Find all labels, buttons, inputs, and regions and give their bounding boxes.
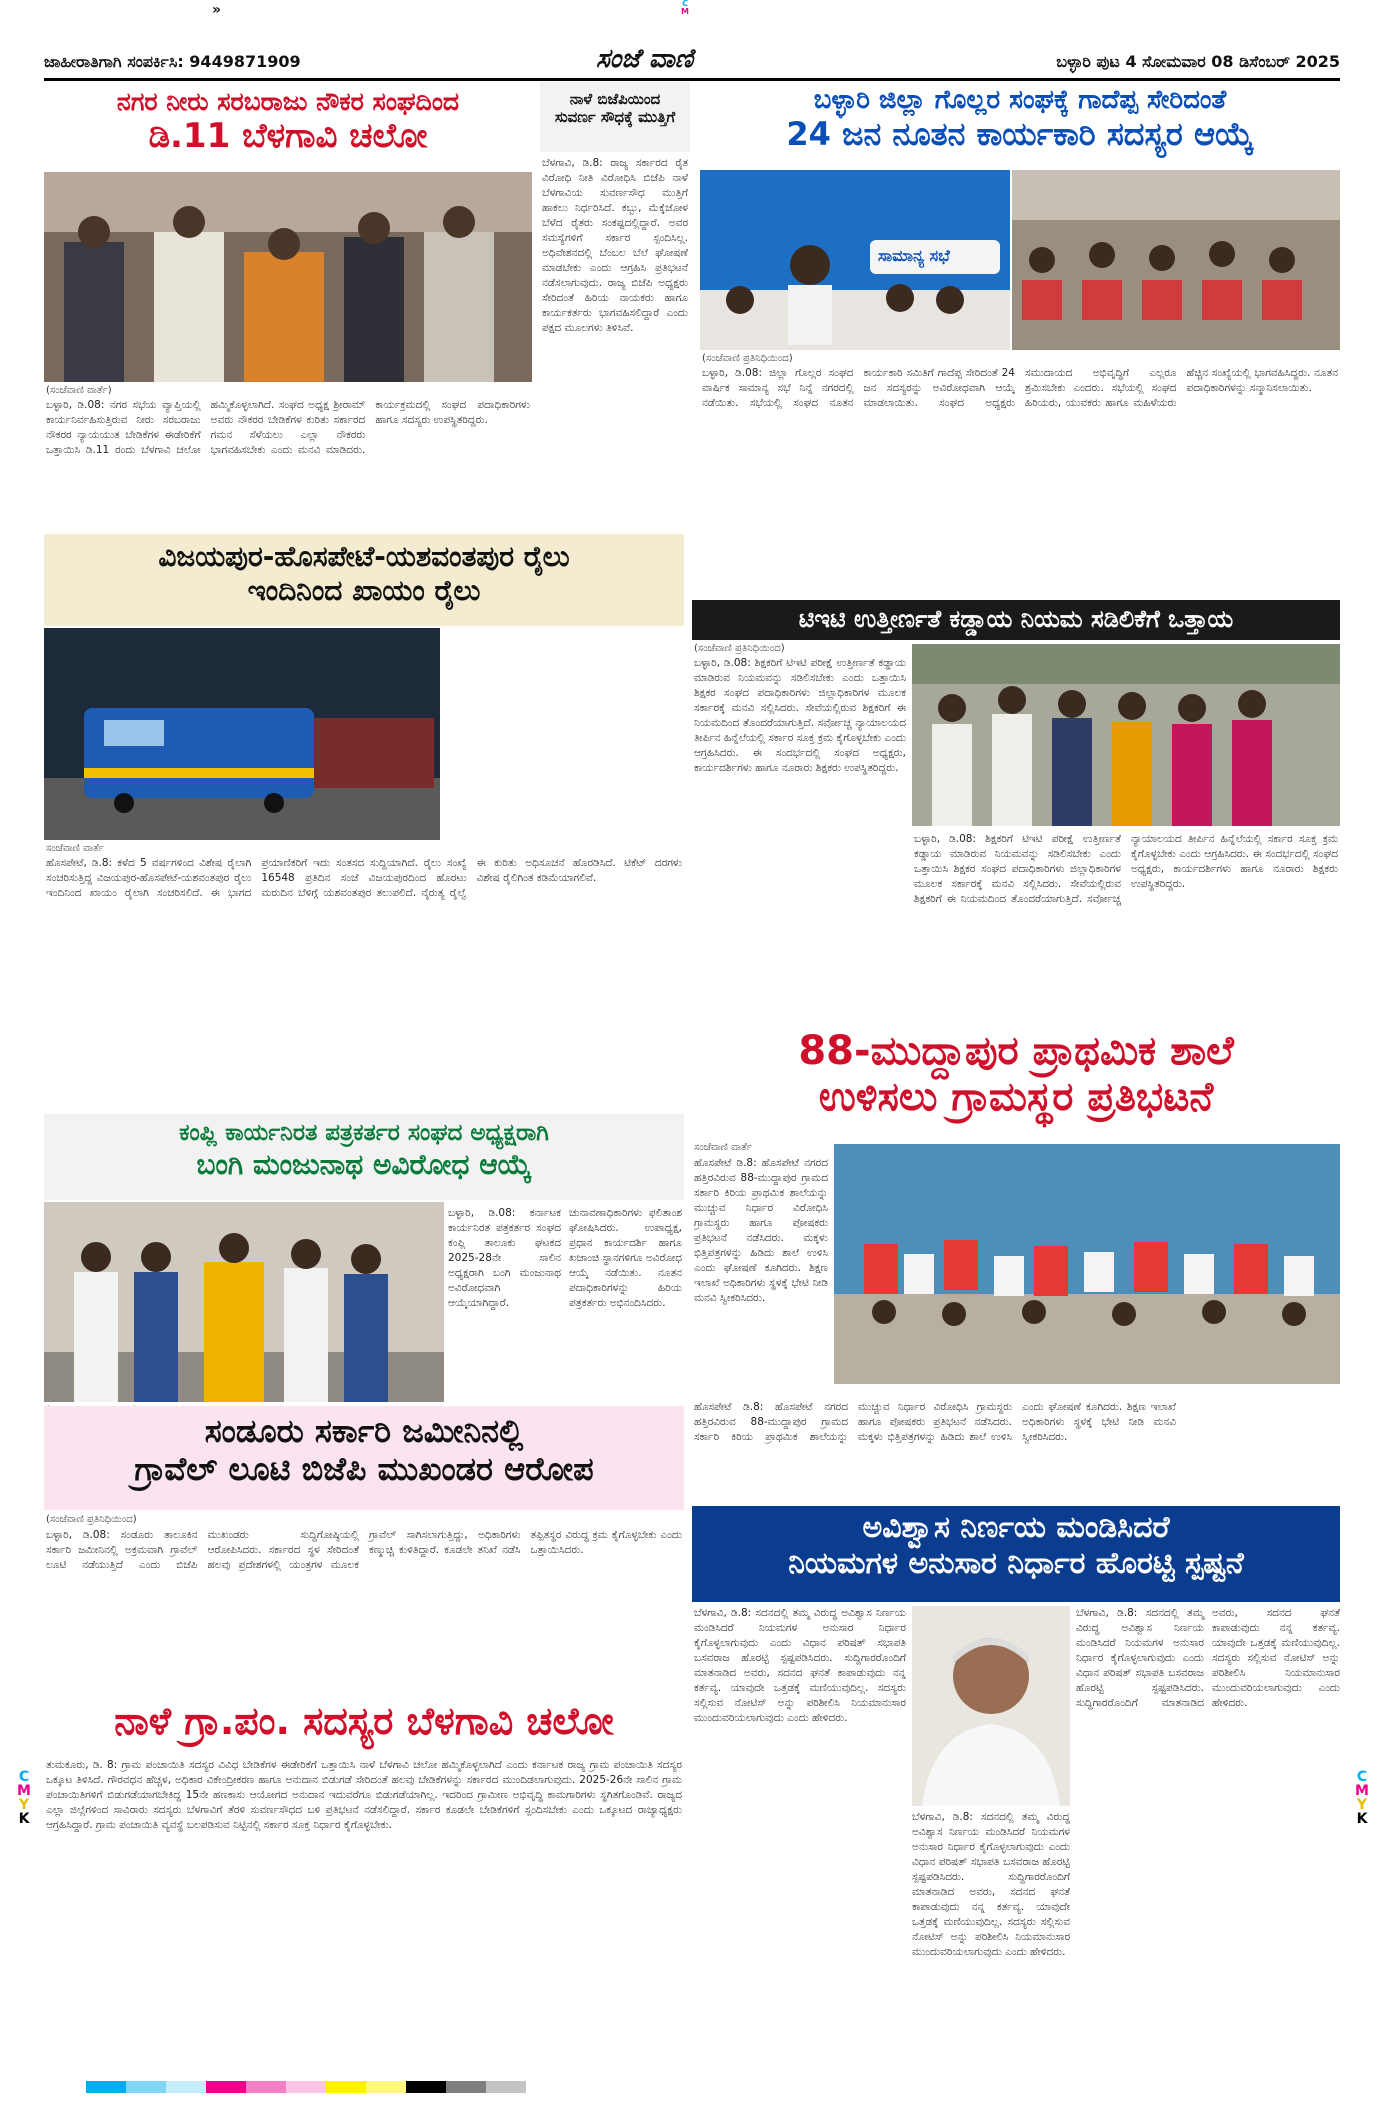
story7-body-bottom: ಹೊಸಪೇಟೆ ಡಿ.8: ಹೊಸಪೇಟೆ ನಗರದ ಹತ್ತಿರವಿರುವ 88-ಮುದ್ದಾಪುರ ಗ್ರಾಮದ ಸರ್ಕಾರಿ ಕಿರಿಯ ಪ್ರಾಥಮಿಕ ಶಾಲೆಯನ್ನು ಮುಚ್ಚುವ ನಿರ್ಧಾರ ವಿರೋಧಿಸಿ ಗ್ರಾಮಸ್ಥರು ಹಾಗೂ ಪೋಷಕರು ಪ್ರತಿಭಟನೆ ನಡೆಸಿದರು. ಮಕ್ಕಳು ಭಿತ್ತಿಪತ್ರಗಳನ್ನು ಹಿಡಿದು ಶಾಲೆ ಉಳಿಸಿ ಎಂದು ಘೋಷಣೆ ಕೂಗಿದರು. ಶಿಕ್ಷಣ ಇಲಾಖೆ ಅಧಿಕಾರಿಗಳು ಸ್ಥಳಕ್ಕೆ ಭೇಟಿ ನೀಡಿ ಮನವಿ ಸ್ವೀಕರಿಸಿದರು. bbox=[694, 1401, 1176, 1443]
story5-photo bbox=[912, 644, 1340, 826]
story3-headline-l2: 24 ಜನ ನೂತನ ಕಾರ್ಯಕಾರಿ ಸದಸ್ಯರ ಆಯ್ಕೆ bbox=[786, 114, 1254, 153]
story4-train-photo bbox=[44, 628, 440, 840]
story2-headline-box bbox=[540, 82, 690, 152]
swatch-y1 bbox=[326, 2081, 366, 2093]
story4-body: ಹೊಸಪೇಟೆ, ಡಿ.8: ಕಳೆದ 5 ವರ್ಷಗಳಿಂದ ವಿಶೇಷ ರೈಲಾಗಿ ಸಂಚರಿಸುತ್ತಿದ್ದ ವಿಜಯಪುರ-ಹೊಸಪೇಟೆ-ಯಶವಂತಪುರ ರೈಲು ಇಂದಿನಿಂದ ಖಾಯಂ ರೈಲಾಗಿ ಸಂಚರಿಸಲಿದೆ. ಈ ಭಾಗದ ಪ್ರಯಾಣಿಕರಿಗೆ ಇದು ಸಂತಸದ ಸುದ್ದಿಯಾಗಿದೆ. ರೈಲು ಸಂಖ್ಯೆ 16548 ಪ್ರತಿದಿನ ಸಂಜೆ ವಿಜಯಪುರದಿಂದ ಹೊರಟು ಮರುದಿನ ಬೆಳಿಗ್ಗೆ ಯಶವಂತಪುರ ತಲುಪಲಿದೆ. ನೈರುತ್ಯ ರೈಲ್ವೆ ಈ ಕುರಿತು ಅಧಿಸೂಚನೆ ಹೊರಡಿಸಿದೆ. ಟಿಕೆಟ್ ದರಗಳು ವಿಶೇಷ ರೈಲಿಗಿಂತ ಕಡಿಮೆಯಾಗಲಿವೆ. bbox=[46, 857, 682, 899]
swatch-y2 bbox=[366, 2081, 406, 2093]
story10-headline: ನಾಳೆ ಗ್ರಾ.ಪಂ. ಸದಸ್ಯರ ಬೆಳಗಾವಿ ಚಲೋ bbox=[114, 1699, 614, 1743]
story9-body-left: ಬೆಳಗಾವಿ, ಡಿ.8: ಸದನದಲ್ಲಿ ತಮ್ಮ ವಿರುದ್ಧ ಅವಿಶ್ವಾಸ ನಿರ್ಣಯ ಮಂಡಿಸಿದರೆ ನಿಯಮಗಳ ಅನುಸಾರ ನಿರ್ಧಾರ ಕೈಗೊಳ್ಳಲಾಗುವುದು ಎಂದು ವಿಧಾನ ಪರಿಷತ್ ಸಭಾಪತಿ ಬಸವರಾಜ ಹೊರಟ್ಟಿ ಸ್ಪಷ್ಟಪಡಿಸಿದರು. ಸುದ್ದಿಗಾರರೊಂದಿಗೆ ಮಾತನಾಡಿದ ಅವರು, ಸದನದ ಘನತೆ ಕಾಪಾಡುವುದು ನನ್ನ ಕರ್ತವ್ಯ. ಯಾವುದೇ ಒತ್ತಡಕ್ಕೆ ಮಣಿಯುವುದಿಲ್ಲ. ಸದಸ್ಯರು ಸಲ್ಲಿಸುವ ನೋಟಿಸ್ ಅನ್ನು ಪರಿಶೀಲಿಸಿ ನಿಯಮಾನುಸಾರ ಮುಂದುವರಿಯಲಾಗುವುದು ಎಂದು ಹೇಳಿದರು. bbox=[694, 1607, 906, 1724]
story7-dateline: ಸಂಜೆವಾಣಿ ವಾರ್ತೆ bbox=[694, 1142, 752, 1153]
story3-dateline: (ಸಂಜೆವಾಣಿ ಪ್ರತಿನಿಧಿಯಿಂದ) bbox=[702, 353, 793, 364]
story7-headline-l2: ಉಳಿಸಲು ಗ್ರಾಮಸ್ಥರ ಪ್ರತಿಭಟನೆ bbox=[818, 1074, 1214, 1120]
story3-banner-text: ಸಾಮಾನ್ಯ ಸಭೆ bbox=[878, 246, 950, 265]
story1-headline-box bbox=[44, 82, 532, 172]
story9-headline-box bbox=[692, 1506, 1340, 1602]
ad-contact: ಜಾಹೀರಾತಿಗಾಗಿ ಸಂಪರ್ಕಿಸಿ: 9449871909 bbox=[44, 52, 301, 71]
cmyk-right-m: M bbox=[1355, 1783, 1369, 1799]
story3-headline-l1: ಬಳ್ಳಾರಿ ಜಿಲ್ಲಾ ಗೊಲ್ಲರ ಸಂಘಕ್ಕೆ ಗಾದೆಪ್ಪ ಸೇರಿದಂತೆ bbox=[813, 85, 1227, 115]
cmyk-left-c: C bbox=[18, 1769, 30, 1785]
story10-headline-box bbox=[44, 1694, 684, 1754]
story4-headline-l2: ಇಂದಿನಿಂದ ಖಾಯಂ ರೈಲು bbox=[247, 573, 481, 607]
story5-dateline: (ಸಂಜೆವಾಣಿ ಪ್ರತಿನಿಧಿಯಿಂದ) bbox=[694, 643, 785, 654]
story1-headline-l1: ನಗರ ನೀರು ಸರಬರಾಜು ನೌಕರ ಸಂಘದಿಂದ bbox=[116, 87, 460, 116]
story9-headline-l2: ನಿಯಮಗಳ ಅನುಸಾರ ನಿರ್ಧಾರ ಹೊರಟ್ಟಿ ಸ್ಪಷ್ಟನೆ bbox=[788, 1546, 1244, 1581]
cmyk-right-c: C bbox=[1356, 1769, 1368, 1785]
cmyk-left-y: Y bbox=[18, 1797, 30, 1813]
cmyk-left-mark bbox=[16, 1770, 32, 1826]
cmyk-left-k: K bbox=[18, 1811, 30, 1827]
story7-photo bbox=[834, 1144, 1340, 1384]
paper-logo: ಸಂಜೆ ವಾಣಿ bbox=[596, 44, 694, 74]
story6-headline-l2: ಬಂಗಿ ಮಂಜುನಾಥ ಅವಿರೋಧ ಆಯ್ಕೆ bbox=[196, 1147, 532, 1181]
story8-headline-l1: ಸಂಡೂರು ಸರ್ಕಾರಿ ಜಮೀನಿನಲ್ಲಿ bbox=[204, 1412, 524, 1450]
story3-body: ಬಳ್ಳಾರಿ, ಡಿ.08: ಜಿಲ್ಲಾ ಗೊಲ್ಲರ ಸಂಘದ ವಾರ್ಷಿಕ ಸಾಮಾನ್ಯ ಸಭೆ ನಿನ್ನೆ ನಗರದಲ್ಲಿ ನಡೆಯಿತು. ಸಭೆಯಲ್ಲಿ ಸಂಘದ ನೂತನ ಕಾರ್ಯಕಾರಿ ಸಮಿತಿಗೆ ಗಾದೆಪ್ಪ ಸೇರಿದಂತೆ 24 ಜನ ಸದಸ್ಯರನ್ನು ಅವಿರೋಧವಾಗಿ ಆಯ್ಕೆ ಮಾಡಲಾಯಿತು. ಸಂಘದ ಅಧ್ಯಕ್ಷರು ಸಮುದಾಯದ ಅಭಿವೃದ್ಧಿಗೆ ಎಲ್ಲರೂ ಶ್ರಮಿಸಬೇಕು ಎಂದರು. ಸಭೆಯಲ್ಲಿ ಸಂಘದ ಹಿರಿಯರು, ಯುವಕರು ಹಾಗೂ ಮಹಿಳೆಯರು ಹೆಚ್ಚಿನ ಸಂಖ್ಯೆಯಲ್ಲಿ ಭಾಗವಹಿಸಿದ್ದರು. ನೂತನ ಪದಾಧಿಕಾರಿಗಳನ್ನು ಸನ್ಮಾನಿಸಲಾಯಿತು. bbox=[702, 367, 1338, 409]
story5-headline-box bbox=[692, 600, 1340, 640]
cmyk-right-k: K bbox=[1356, 1811, 1368, 1827]
swatch-c2 bbox=[126, 2081, 166, 2093]
page-date: ಬಳ್ಳಾರಿ ಪುಟ 4 ಸೋಮವಾರ 08 ಡಿಸೆಂಬರ್ 2025 bbox=[1056, 52, 1340, 71]
story2-headline-l2: ಸುವರ್ಣ ಸೌಧಕ್ಕೆ ಮುತ್ತಿಗೆ bbox=[554, 108, 676, 126]
story7-headline-box bbox=[692, 1022, 1340, 1140]
story3-photo-right bbox=[1012, 170, 1340, 350]
story2-headline-l1: ನಾಳೆ ಬಿಜೆಪಿಯಿಂದ bbox=[569, 90, 661, 108]
swatch-k2 bbox=[446, 2081, 486, 2093]
story8-headline-box bbox=[44, 1406, 684, 1510]
cmyk-right-y: Y bbox=[1356, 1797, 1368, 1813]
story1-dateline: (ಸಂಜೆವಾಣಿ ವಾರ್ತೆ) bbox=[46, 385, 112, 396]
cmyk-right-mark bbox=[1354, 1770, 1370, 1826]
swatch-k1 bbox=[406, 2081, 446, 2093]
story5-body-right: ಬಳ್ಳಾರಿ, ಡಿ.08: ಶಿಕ್ಷಕರಿಗೆ ಟಿಇಟಿ ಪರೀಕ್ಷೆ ಉತ್ತೀರ್ಣತೆ ಕಡ್ಡಾಯ ಮಾಡಿರುವ ನಿಯಮವನ್ನು ಸಡಿಲಿಸಬೇಕು ಎಂದು ಒತ್ತಾಯಿಸಿ ಶಿಕ್ಷಕರ ಸಂಘದ ಪದಾಧಿಕಾರಿಗಳು ಜಿಲ್ಲಾಧಿಕಾರಿಗಳ ಮೂಲಕ ಸರ್ಕಾರಕ್ಕೆ ಮನವಿ ಸಲ್ಲಿಸಿದರು. ಸೇವೆಯಲ್ಲಿರುವ ಶಿಕ್ಷಕರಿಗೆ ಈ ನಿಯಮದಿಂದ ತೊಂದರೆಯಾಗುತ್ತಿದೆ. ಸರ್ವೋಚ್ಚ ನ್ಯಾಯಾಲಯದ ತೀರ್ಪಿನ ಹಿನ್ನೆಲೆಯಲ್ಲಿ ಸರ್ಕಾರ ಸೂಕ್ತ ಕ್ರಮ ಕೈಗೊಳ್ಳಬೇಕು ಎಂದು ಆಗ್ರಹಿಸಿದರು. ಈ ಸಂದರ್ಭದಲ್ಲಿ ಸಂಘದ ಅಧ್ಯಕ್ಷರು, ಕಾರ್ಯದರ್ಶಿಗಳು ಹಾಗೂ ನೂರಾರು ಶಿಕ್ಷಕರು ಉಪಸ್ಥಿತರಿದ್ದರು. bbox=[914, 833, 1338, 905]
story2-body: ಬೆಳಗಾವಿ, ಡಿ.8: ರಾಜ್ಯ ಸರ್ಕಾರದ ರೈತ ವಿರೋಧಿ ನೀತಿ ವಿರೋಧಿಸಿ ಬಿಜೆಪಿ ನಾಳೆ ಬೆಳಗಾವಿಯ ಸುವರ್ಣಸೌಧ ಮುತ್ತಿಗೆ ಹಾಕಲು ನಿರ್ಧರಿಸಿದೆ. ಕಬ್ಬು, ಮೆಕ್ಕೆಜೋಳ ಬೆಳೆದ ರೈತರು ಸಂಕಷ್ಟದಲ್ಲಿದ್ದಾರೆ. ಅವರ ಸಮಸ್ಯೆಗಳಿಗೆ ಸರ್ಕಾರ ಸ್ಪಂದಿಸಿಲ್ಲ. ಅಧಿವೇಶನದಲ್ಲಿ ಬೆಂಬಲ ಬೆಲೆ ಘೋಷಣೆ ಮಾಡಬೇಕು ಎಂದು ಆಗ್ರಹಿಸಿ ಪ್ರತಿಭಟನೆ ನಡೆಸಲಾಗುವುದು. ರಾಜ್ಯ ಬಿಜೆಪಿ ಅಧ್ಯಕ್ಷರು ಸೇರಿದಂತೆ ಹಿರಿಯ ನಾಯಕರು ಹಾಗೂ ಕಾರ್ಯಕರ್ತರು ಭಾಗವಹಿಸಲಿದ್ದಾರೆ ಎಂದು ಪಕ್ಷದ ಮೂಲಗಳು ತಿಳಿಸಿವೆ. bbox=[542, 157, 688, 334]
story5-headline: ಟಿಇಟಿ ಉತ್ತೀರ್ಣತೆ ಕಡ್ಡಾಯ ನಿಯಮ ಸಡಿಲಿಕೆಗೆ ಒತ್ತಾಯ bbox=[798, 605, 1234, 633]
story9-headline-l1: ಅವಿಶ್ವಾಸ ನಿರ್ಣಯ ಮಂಡಿಸಿದರೆ bbox=[862, 1510, 1170, 1545]
top-arrow: » bbox=[212, 2, 222, 18]
story6-headline-l1: ಕಂಪ್ಲಿ ಕಾರ್ಯನಿರತ ಪತ್ರಕರ್ತರ ಸಂಘದ ಅಧ್ಯಕ್ಷರಾಗಿ bbox=[179, 1120, 549, 1146]
swatch-m2 bbox=[246, 2081, 286, 2093]
story3-photo-left bbox=[700, 170, 1010, 350]
story8-dateline: (ಸಂಜೆವಾಣಿ ಪ್ರತಿನಿಧಿಯಿಂದ) bbox=[46, 1514, 137, 1525]
story3-headline-box bbox=[700, 82, 1340, 168]
story7-body-left: ಹೊಸಪೇಟೆ ಡಿ.8: ಹೊಸಪೇಟೆ ನಗರದ ಹತ್ತಿರವಿರುವ 88-ಮುದ್ದಾಪುರ ಗ್ರಾಮದ ಸರ್ಕಾರಿ ಕಿರಿಯ ಪ್ರಾಥಮಿಕ ಶಾಲೆಯನ್ನು ಮುಚ್ಚುವ ನಿರ್ಧಾರ ವಿರೋಧಿಸಿ ಗ್ರಾಮಸ್ಥರು ಹಾಗೂ ಪೋಷಕರು ಪ್ರತಿಭಟನೆ ನಡೆಸಿದರು. ಮಕ್ಕಳು ಭಿತ್ತಿಪತ್ರಗಳನ್ನು ಹಿಡಿದು ಶಾಲೆ ಉಳಿಸಿ ಎಂದು ಘೋಷಣೆ ಕೂಗಿದರು. ಶಿಕ್ಷಣ ಇಲಾಖೆ ಅಧಿಕಾರಿಗಳು ಸ್ಥಳಕ್ಕೆ ಭೇಟಿ ನೀಡಿ ಮನವಿ ಸ್ವೀಕರಿಸಿದರು. bbox=[694, 1157, 828, 1304]
story4-headline-box bbox=[44, 534, 684, 626]
story8-headline-l2: ಗ್ರಾವೆಲ್ ಲೂಟಿ ಬಿಜೆಪಿ ಮುಖಂಡರ ಆರೋಪ bbox=[134, 1450, 594, 1489]
cmyk-top-mark bbox=[678, 0, 692, 16]
swatch-k3 bbox=[486, 2081, 526, 2093]
story4-headline-l1: ವಿಜಯಪುರ-ಹೊಸಪೇಟೆ-ಯಶವಂತಪುರ ರೈಲು bbox=[158, 540, 570, 573]
swatch-c3 bbox=[166, 2081, 206, 2093]
story9-portrait bbox=[912, 1606, 1070, 1806]
story6-body: ಬಳ್ಳಾರಿ, ಡಿ.08: ಕರ್ನಾಟಕ ಕಾರ್ಯನಿರತ ಪತ್ರಕರ್ತರ ಸಂಘದ ಕಂಪ್ಲಿ ತಾಲೂಕು ಘಟಕದ 2025-28ನೇ ಸಾಲಿನ ಅಧ್ಯಕ್ಷರಾಗಿ ಬಂಗಿ ಮಂಜುನಾಥ ಅವಿರೋಧವಾಗಿ ಆಯ್ಕೆಯಾಗಿದ್ದಾರೆ. ಚುನಾವಣಾಧಿಕಾರಿಗಳು ಫಲಿತಾಂಶ ಘೋಷಿಸಿದರು. ಉಪಾಧ್ಯಕ್ಷ, ಪ್ರಧಾನ ಕಾರ್ಯದರ್ಶಿ ಹಾಗೂ ಖಜಾಂಚಿ ಸ್ಥಾನಗಳಿಗೂ ಅವಿರೋಧ ಆಯ್ಕೆ ನಡೆಯಿತು. ನೂತನ ಪದಾಧಿಕಾರಿಗಳನ್ನು ಹಿರಿಯ ಪತ್ರಕರ್ತರು ಅಭಿನಂದಿಸಿದರು. bbox=[448, 1207, 682, 1309]
story4-dateline: ಸಂಜೆವಾಣಿ ವಾರ್ತೆ bbox=[46, 843, 104, 854]
cmyk-m: M bbox=[681, 7, 689, 16]
story6-photo bbox=[44, 1202, 444, 1402]
story10-body: ತುಮಕೂರು, ಡಿ. 8: ಗ್ರಾಮ ಪಂಚಾಯಿತಿ ಸದಸ್ಯರ ವಿವಿಧ ಬೇಡಿಕೆಗಳ ಈಡೇರಿಕೆಗೆ ಒತ್ತಾಯಿಸಿ ನಾಳೆ ಬೆಳಗಾವಿ ಚಲೋ ಹಮ್ಮಿಕೊಳ್ಳಲಾಗಿದೆ ಎಂದು ಕರ್ನಾಟಕ ರಾಜ್ಯ ಗ್ರಾಮ ಪಂಚಾಯಿತಿ ಸದಸ್ಯರ ಒಕ್ಕೂಟ ತಿಳಿಸಿದೆ. ಗೌರವಧನ ಹೆಚ್ಚಳ, ಅಧಿಕಾರ ವಿಕೇಂದ್ರೀಕರಣ ಹಾಗೂ ಅನುದಾನ ಬಿಡುಗಡೆ ಸೇರಿದಂತೆ ಹಲವು ಬೇಡಿಕೆಗಳನ್ನು ಸರ್ಕಾರದ ಮುಂದಿಡಲಾಗುವುದು. 2025-26ನೇ ಸಾಲಿನ ಗ್ರಾಮ ಪಂಚಾಯಿತಿಗಳಿಗೆ ಬಿಡುಗಡೆಯಾಗಬೇಕಿದ್ದ 15ನೇ ಹಣಕಾಸು ಆಯೋಗದ ಅನುದಾನ ಇದುವರೆಗೂ ಬಿಡುಗಡೆಯಾಗಿಲ್ಲ. ಇದರಿಂದ ಗ್ರಾಮೀಣ ಅಭಿವೃದ್ಧಿ ಕಾಮಗಾರಿಗಳು ಸ್ಥಗಿತಗೊಂಡಿವೆ. ರಾಜ್ಯದ ಎಲ್ಲಾ ಜಿಲ್ಲೆಗಳಿಂದ ಸಾವಿರಾರು ಸದಸ್ಯರು ಬೆಳಗಾವಿಗೆ ತೆರಳಿ ಸುವರ್ಣಸೌಧದ ಬಳಿ ಪ್ರತಿಭಟನೆ ನಡೆಸಲಿದ್ದಾರೆ. ಸರ್ಕಾರ ಕೂಡಲೇ ಬೇಡಿಕೆಗಳಿಗೆ ಸ್ಪಂದಿಸಬೇಕು ಎಂದು ಒಕ್ಕೂಟದ ರಾಜ್ಯಾಧ್ಯಕ್ಷರು ಆಗ್ರಹಿಸಿದ್ದಾರೆ. ಗ್ರಾಮ ಪಂಚಾಯಿತಿ ವ್ಯವಸ್ಥೆ ಬಲಪಡಿಸುವ ನಿಟ್ಟಿನಲ್ಲಿ ಸರ್ಕಾರ ಸೂಕ್ತ ನಿರ್ಧಾರ ಕೈಗೊಳ್ಳಬೇಕು. bbox=[46, 1759, 682, 1831]
story5-body-left: ಬಳ್ಳಾರಿ, ಡಿ.08: ಶಿಕ್ಷಕರಿಗೆ ಟಿಇಟಿ ಪರೀಕ್ಷೆ ಉತ್ತೀರ್ಣತೆ ಕಡ್ಡಾಯ ಮಾಡಿರುವ ನಿಯಮವನ್ನು ಸಡಿಲಿಸಬೇಕು ಎಂದು ಒತ್ತಾಯಿಸಿ ಶಿಕ್ಷಕರ ಸಂಘದ ಪದಾಧಿಕಾರಿಗಳು ಜಿಲ್ಲಾಧಿಕಾರಿಗಳ ಮೂಲಕ ಸರ್ಕಾರಕ್ಕೆ ಮನವಿ ಸಲ್ಲಿಸಿದರು. ಸೇವೆಯಲ್ಲಿರುವ ಶಿಕ್ಷಕರಿಗೆ ಈ ನಿಯಮದಿಂದ ತೊಂದರೆಯಾಗುತ್ತಿದೆ. ಸರ್ವೋಚ್ಚ ನ್ಯಾಯಾಲಯದ ತೀರ್ಪಿನ ಹಿನ್ನೆಲೆಯಲ್ಲಿ ಸರ್ಕಾರ ಸೂಕ್ತ ಕ್ರಮ ಕೈಗೊಳ್ಳಬೇಕು ಎಂದು ಆಗ್ರಹಿಸಿದರು. ಈ ಸಂದರ್ಭದಲ್ಲಿ ಸಂಘದ ಅಧ್ಯಕ್ಷರು, ಕಾರ್ಯದರ್ಶಿಗಳು ಹಾಗೂ ನೂರಾರು ಶಿಕ್ಷಕರು ಉಪಸ್ಥಿತರಿದ್ದರು. bbox=[694, 657, 906, 774]
story6-headline-box bbox=[44, 1114, 684, 1200]
story1-photo bbox=[44, 172, 532, 382]
story1-headline-l2: ಡಿ.11 ಬೆಳಗಾವಿ ಚಲೋ bbox=[148, 115, 428, 156]
story9-body-middle: ಬೆಳಗಾವಿ, ಡಿ.8: ಸದನದಲ್ಲಿ ತಮ್ಮ ವಿರುದ್ಧ ಅವಿಶ್ವಾಸ ನಿರ್ಣಯ ಮಂಡಿಸಿದರೆ ನಿಯಮಗಳ ಅನುಸಾರ ನಿರ್ಧಾರ ಕೈಗೊಳ್ಳಲಾಗುವುದು ಎಂದು ವಿಧಾನ ಪರಿಷತ್ ಸಭಾಪತಿ ಬಸವರಾಜ ಹೊರಟ್ಟಿ ಸ್ಪಷ್ಟಪಡಿಸಿದರು. ಸುದ್ದಿಗಾರರೊಂದಿಗೆ ಮಾತನಾಡಿದ ಅವರು, ಸದನದ ಘನತೆ ಕಾಪಾಡುವುದು ನನ್ನ ಕರ್ತವ್ಯ. ಯಾವುದೇ ಒತ್ತಡಕ್ಕೆ ಮಣಿಯುವುದಿಲ್ಲ. ಸದಸ್ಯರು ಸಲ್ಲಿಸುವ ನೋಟಿಸ್ ಅನ್ನು ಪರಿಶೀಲಿಸಿ ನಿಯಮಾನುಸಾರ ಮುಂದುವರಿಯಲಾಗುವುದು ಎಂದು ಹೇಳಿದರು. bbox=[912, 1811, 1070, 1958]
color-bars bbox=[86, 2078, 646, 2090]
story1-body: ಬಳ್ಳಾರಿ, ಡಿ.08: ನಗರ ಸಭೆಯ ವ್ಯಾಪ್ತಿಯಲ್ಲಿ ಕಾರ್ಯನಿರ್ವಹಿಸುತ್ತಿರುವ ನೀರು ಸರಬರಾಜು ನೌಕರರ ನ್ಯಾಯಯುತ ಬೇಡಿಕೆಗಳ ಈಡೇರಿಕೆಗೆ ಒತ್ತಾಯಿಸಿ ಡಿ.11 ರಂದು ಬೆಳಗಾವಿ ಚಲೋ ಹಮ್ಮಿಕೊಳ್ಳಲಾಗಿದೆ. ಸಂಘದ ಅಧ್ಯಕ್ಷ ಶ್ರೀರಾಮ್ ಅವರು ನೌಕರರ ಬೇಡಿಕೆಗಳ ಕುರಿತು ಸರ್ಕಾರದ ಗಮನ ಸೆಳೆಯಲು ಎಲ್ಲಾ ನೌಕರರು ಭಾಗವಹಿಸಬೇಕು ಎಂದು ಮನವಿ ಮಾಡಿದರು. ಕಾರ್ಯಕ್ರಮದಲ್ಲಿ ಸಂಘದ ಪದಾಧಿಕಾರಿಗಳು ಹಾಗೂ ಸದಸ್ಯರು ಉಪಸ್ಥಿತರಿದ್ದರು. bbox=[46, 399, 530, 456]
story7-headline-l1: 88-ಮುದ್ದಾಪುರ ಪ್ರಾಥಮಿಕ ಶಾಲೆ bbox=[798, 1028, 1234, 1074]
cmyk-left-m: M bbox=[17, 1783, 31, 1799]
swatch-m3 bbox=[286, 2081, 326, 2093]
cmyk-c: C bbox=[682, 0, 688, 8]
swatch-c1 bbox=[86, 2081, 126, 2093]
swatch-m1 bbox=[206, 2081, 246, 2093]
story9-body-right: ಬೆಳಗಾವಿ, ಡಿ.8: ಸದನದಲ್ಲಿ ತಮ್ಮ ವಿರುದ್ಧ ಅವಿಶ್ವಾಸ ನಿರ್ಣಯ ಮಂಡಿಸಿದರೆ ನಿಯಮಗಳ ಅನುಸಾರ ನಿರ್ಧಾರ ಕೈಗೊಳ್ಳಲಾಗುವುದು ಎಂದು ವಿಧಾನ ಪರಿಷತ್ ಸಭಾಪತಿ ಬಸವರಾಜ ಹೊರಟ್ಟಿ ಸ್ಪಷ್ಟಪಡಿಸಿದರು. ಸುದ್ದಿಗಾರರೊಂದಿಗೆ ಮಾತನಾಡಿದ ಅವರು, ಸದನದ ಘನತೆ ಕಾಪಾಡುವುದು ನನ್ನ ಕರ್ತವ್ಯ. ಯಾವುದೇ ಒತ್ತಡಕ್ಕೆ ಮಣಿಯುವುದಿಲ್ಲ. ಸದಸ್ಯರು ಸಲ್ಲಿಸುವ ನೋಟಿಸ್ ಅನ್ನು ಪರಿಶೀಲಿಸಿ ನಿಯಮಾನುಸಾರ ಮುಂದುವರಿಯಲಾಗುವುದು ಎಂದು ಹೇಳಿದರು. bbox=[1076, 1607, 1340, 1709]
masthead-rule bbox=[44, 78, 1340, 81]
story8-body: ಬಳ್ಳಾರಿ, ಡಿ.08: ಸಂಡೂರು ತಾಲೂಕಿನ ಸರ್ಕಾರಿ ಜಮೀನಿನಲ್ಲಿ ಅಕ್ರಮವಾಗಿ ಗ್ರಾವೆಲ್ ಲೂಟಿ ನಡೆಯುತ್ತಿದೆ ಎಂದು ಬಿಜೆಪಿ ಮುಖಂಡರು ಸುದ್ದಿಗೋಷ್ಠಿಯಲ್ಲಿ ಆರೋಪಿಸಿದರು. ಸರ್ಕಾರದ ಸ್ಥಳ ಸೇರಿದಂತೆ ಹಲವು ಪ್ರದೇಶಗಳಲ್ಲಿ ಯಂತ್ರಗಳ ಮೂಲಕ ಗ್ರಾವೆಲ್ ಸಾಗಿಸಲಾಗುತ್ತಿದ್ದು, ಅಧಿಕಾರಿಗಳು ಕಣ್ಮುಚ್ಚಿ ಕುಳಿತಿದ್ದಾರೆ. ಕೂಡಲೇ ತನಿಖೆ ನಡೆಸಿ ತಪ್ಪಿತಸ್ಥರ ವಿರುದ್ಧ ಕ್ರಮ ಕೈಗೊಳ್ಳಬೇಕು ಎಂದು ಒತ್ತಾಯಿಸಿದರು. bbox=[46, 1529, 682, 1571]
